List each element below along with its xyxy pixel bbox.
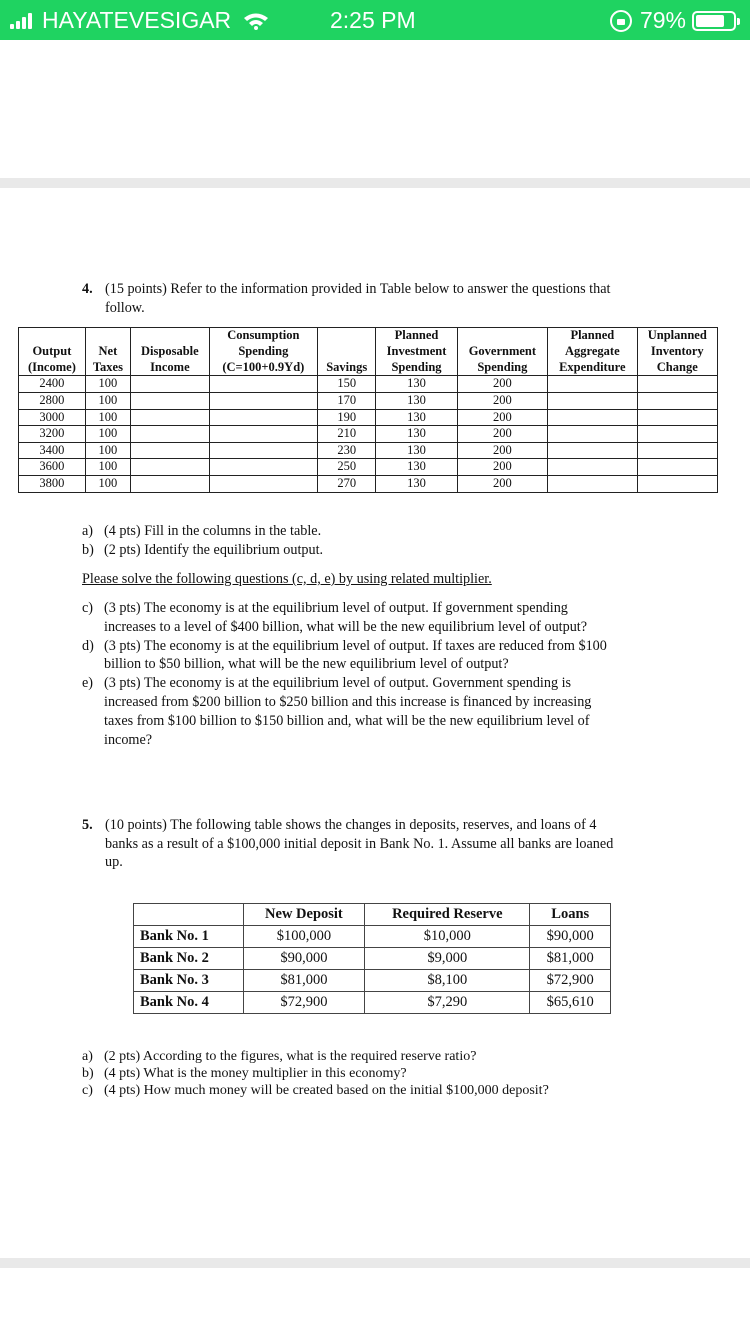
column-header-line: Spending [238, 343, 289, 358]
table-cell: 200 [457, 475, 548, 492]
question-5-parts [82, 1048, 549, 1100]
column-header-line: Output [32, 343, 72, 358]
table-cell: 130 [376, 475, 457, 492]
column-header [376, 328, 457, 376]
table-cell[interactable] [548, 459, 637, 476]
table-row [19, 459, 718, 476]
table-cell[interactable] [131, 442, 210, 459]
column-header-line: Inventory [650, 343, 704, 358]
table-cell[interactable] [209, 475, 317, 492]
table-cell: $10,000 [365, 926, 530, 948]
signal-icon [10, 13, 34, 29]
status-bar [0, 0, 750, 40]
table-cell[interactable] [548, 442, 637, 459]
column-header-line: Government [468, 343, 537, 358]
table-cell: 130 [376, 409, 457, 426]
question-4-intro [82, 280, 610, 317]
table-cell: 3800 [19, 475, 86, 492]
table-row [134, 948, 611, 970]
table-cell: 3000 [19, 409, 86, 426]
carrier-name: HAYATEVESIGAR [42, 7, 232, 33]
status-left [10, 7, 269, 34]
column-header-line: (Income) [27, 359, 76, 374]
column-header-line: (C=100+0.9Yd) [222, 359, 305, 374]
table-cell: 200 [457, 459, 548, 476]
table-cell[interactable] [548, 392, 637, 409]
table-cell: 150 [317, 376, 375, 393]
table-cell: 200 [457, 376, 548, 393]
table-cell: 200 [457, 409, 548, 426]
table-cell: 210 [317, 426, 375, 443]
column-header-line: Expenditure [559, 359, 626, 374]
table-cell: 130 [376, 442, 457, 459]
table-cell[interactable] [548, 475, 637, 492]
table-row [19, 409, 718, 426]
column-header [209, 328, 317, 376]
table-header-row [19, 328, 718, 376]
income-expenditure-table [18, 327, 718, 493]
table-cell[interactable] [548, 426, 637, 443]
table-cell: 3400 [19, 442, 86, 459]
list-item: d) (3 pts) The economy is at the equilibrium level of output. If taxes are reduced from $100 billion to $50 billion, what will be the new equilibrium level of output? [82, 637, 607, 673]
question-4-intro-line2: follow. [105, 299, 145, 316]
table-row [134, 992, 611, 1014]
table-cell: $65,610 [530, 992, 611, 1014]
table-cell[interactable] [637, 426, 717, 443]
bank-deposits-table [133, 903, 611, 1014]
column-header-line: Planned [570, 328, 615, 342]
table-cell: $9,000 [365, 948, 530, 970]
table-cell[interactable] [637, 442, 717, 459]
column-header [134, 904, 244, 926]
status-right [610, 7, 736, 34]
column-header-line: Spending [391, 359, 442, 374]
table-cell: 3200 [19, 426, 86, 443]
table-cell: $81,000 [530, 948, 611, 970]
table-cell: $100,000 [243, 926, 364, 948]
list-item: a) (4 pts) Fill in the columns in the table. [82, 523, 322, 539]
orientation-lock-icon [610, 10, 632, 32]
table-cell[interactable] [131, 376, 210, 393]
status-time: 2:25 PM [330, 7, 416, 33]
table-cell: 3600 [19, 459, 86, 476]
column-header-line: Taxes [92, 359, 123, 374]
table-cell: 100 [85, 392, 130, 409]
column-header: Required Reserve [365, 904, 530, 926]
column-header [19, 328, 86, 376]
column-header: Loans [530, 904, 611, 926]
battery-fill [696, 15, 724, 27]
question-5-number: 5. [82, 817, 93, 833]
table-cell[interactable] [637, 409, 717, 426]
question-4-parts-cde [82, 599, 607, 749]
table-cell[interactable] [209, 442, 317, 459]
table-cell: 100 [85, 409, 130, 426]
table-cell[interactable] [209, 376, 317, 393]
column-header [131, 328, 210, 376]
table-cell[interactable] [131, 409, 210, 426]
table-cell: 190 [317, 409, 375, 426]
table-cell: 100 [85, 475, 130, 492]
table-cell: 230 [317, 442, 375, 459]
column-header-line: Savings [326, 359, 368, 374]
bank-name-cell: Bank No. 1 [134, 926, 244, 948]
table-cell[interactable] [209, 426, 317, 443]
list-item: c) (4 pts) How much money will be created based on the initial $100,000 deposit? [82, 1083, 549, 1099]
table-cell: 100 [85, 426, 130, 443]
multiplier-instruction: Please solve the following questions (c, d, e) by using related multiplier. [82, 571, 492, 587]
table-cell[interactable] [131, 426, 210, 443]
column-header [457, 328, 548, 376]
table-cell[interactable] [637, 392, 717, 409]
battery-percent: 79% [639, 7, 686, 33]
table-cell: 130 [376, 459, 457, 476]
question-4-parts-ab [82, 522, 323, 560]
column-header-line: Unplanned [647, 328, 707, 342]
table-cell: 2400 [19, 376, 86, 393]
question-5-intro: 5. (10 points) The following table shows the changes in deposits, reserves, and loans of 4 banks as a result of a $100,000 initial deposit in Bank No. 1. Assume all banks are loaned up. [82, 817, 614, 871]
table-cell: $81,000 [243, 970, 364, 992]
column-header-line: Income [150, 359, 190, 374]
column-header-line: Spending [477, 359, 528, 374]
table-row [19, 475, 718, 492]
table-cell[interactable] [209, 409, 317, 426]
column-header-line: Disposable [141, 343, 199, 358]
page-separator-top [0, 178, 750, 188]
table-cell[interactable] [131, 475, 210, 492]
bank-name-cell: Bank No. 4 [134, 992, 244, 1014]
column-header [637, 328, 717, 376]
column-header [85, 328, 130, 376]
list-item: c) (3 pts) The economy is at the equilibrium level of output. If government spending increases to a level of $400 billion, what will be the new equilibrium level of output? [82, 600, 588, 635]
table-cell[interactable] [637, 376, 717, 393]
table-cell: 270 [317, 475, 375, 492]
wifi-icon [243, 12, 269, 30]
bank-name-cell: Bank No. 3 [134, 970, 244, 992]
table-cell: $90,000 [530, 926, 611, 948]
column-header: New Deposit [243, 904, 364, 926]
column-header-line: Change [656, 359, 698, 374]
column-header [317, 328, 375, 376]
list-item: b) (2 pts) Identify the equilibrium output. [82, 541, 324, 558]
table-cell: 130 [376, 376, 457, 393]
table-cell[interactable] [131, 392, 210, 409]
table-cell[interactable] [209, 392, 317, 409]
table-cell: 200 [457, 426, 548, 443]
question-4-number: 4. [82, 281, 93, 297]
table-cell: $90,000 [243, 948, 364, 970]
table-cell: 200 [457, 442, 548, 459]
table-cell[interactable] [637, 459, 717, 476]
question-4-intro-line1: (15 points) Refer to the information provided in Table below to answer the questions that [105, 281, 611, 297]
table-row [134, 926, 611, 948]
table-cell[interactable] [637, 475, 717, 492]
table-row [134, 970, 611, 992]
battery-icon [692, 11, 736, 31]
list-item: e) (3 pts) The economy is at the equilibrium level of output. Government spending is increased from $200 billion to $250 billion and this increase is financed by increasing taxes from $100 billion to $150 billion and, what will be the new equilibrium level of income? [82, 675, 592, 748]
table-cell[interactable] [131, 459, 210, 476]
table-cell: 130 [376, 426, 457, 443]
table-header-row [134, 904, 611, 926]
table-cell: $72,900 [243, 992, 364, 1014]
table-cell: $72,900 [530, 970, 611, 992]
table-cell[interactable] [209, 459, 317, 476]
list-item: a) (2 pts) According to the figures, what is the required reserve ratio? [82, 1049, 477, 1064]
table-row [19, 392, 718, 409]
page-separator-bottom [0, 1258, 750, 1268]
table-cell[interactable] [548, 376, 637, 393]
table-cell: 200 [457, 392, 548, 409]
table-cell: 170 [317, 392, 375, 409]
table-cell: $8,100 [365, 970, 530, 992]
table-cell: 100 [85, 459, 130, 476]
column-header-line: Aggregate [565, 343, 620, 358]
table-cell[interactable] [548, 409, 637, 426]
column-header [548, 328, 637, 376]
bank-name-cell: Bank No. 2 [134, 948, 244, 970]
column-header-line: Investment [386, 343, 447, 358]
table-cell: 2800 [19, 392, 86, 409]
table-row [19, 376, 718, 393]
table-cell: 250 [317, 459, 375, 476]
table-cell: $7,290 [365, 992, 530, 1014]
table-row [19, 426, 718, 443]
column-header-line: Planned [394, 328, 439, 342]
column-header-line: Consumption [227, 328, 300, 342]
list-item: b) (4 pts) What is the money multiplier in this economy? [82, 1066, 407, 1082]
table-cell: 100 [85, 376, 130, 393]
column-header-line: Net [98, 343, 118, 358]
table-row [19, 442, 718, 459]
table-cell: 100 [85, 442, 130, 459]
table-cell: 130 [376, 392, 457, 409]
